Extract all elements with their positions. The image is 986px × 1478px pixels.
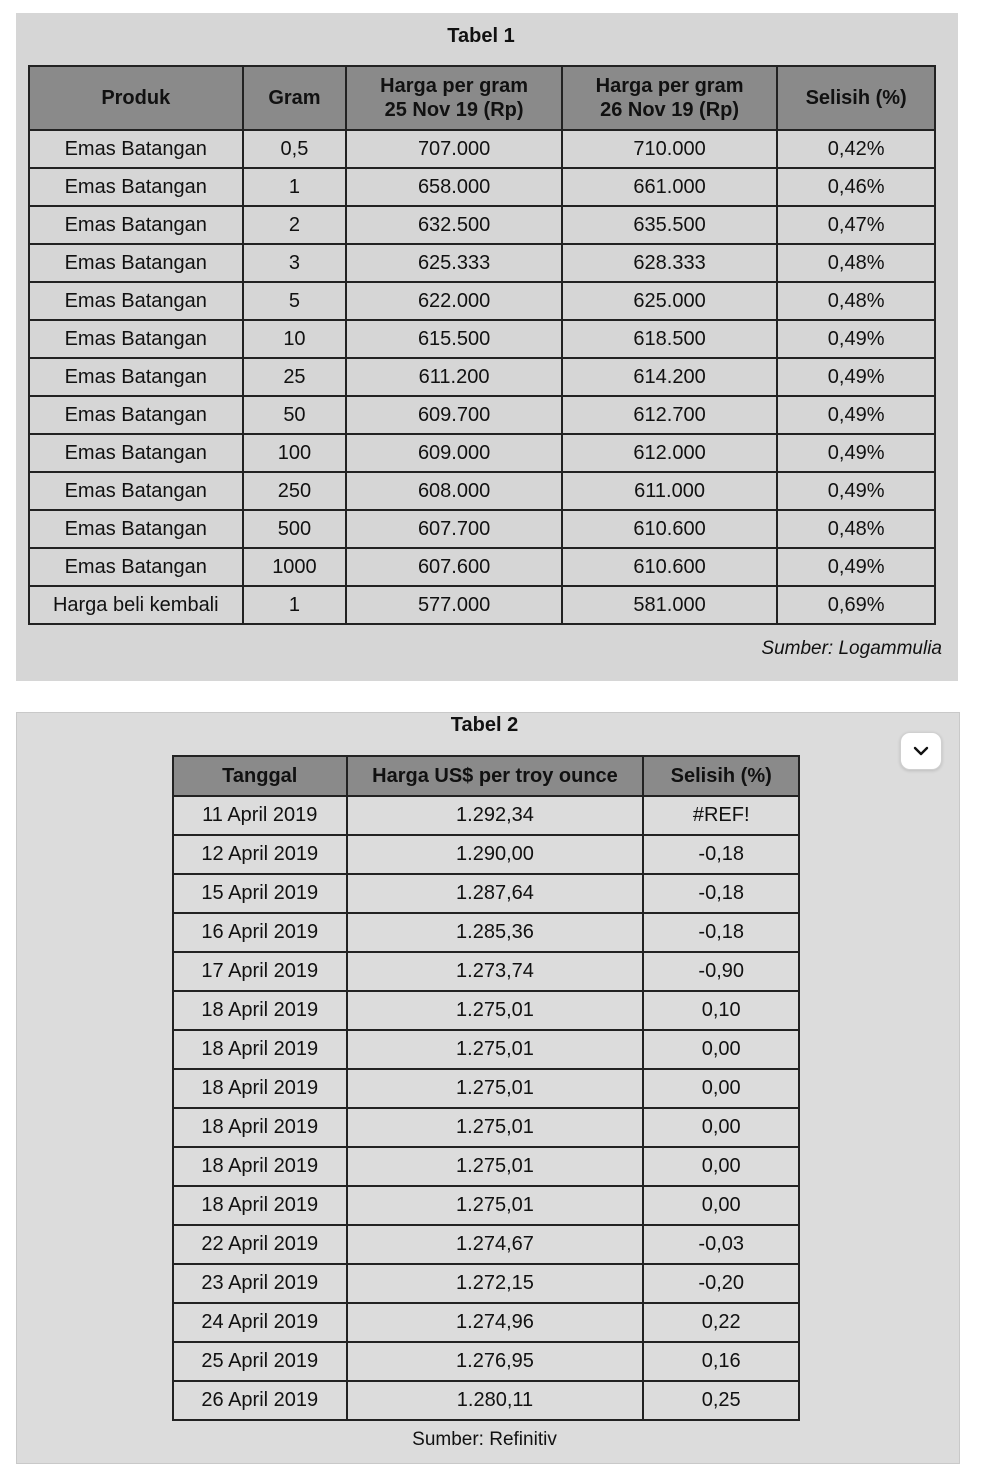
table1-header-line: Selisih (%) bbox=[805, 87, 907, 109]
table2-cell: 0,16 bbox=[643, 1342, 799, 1381]
table2-cell: 0,00 bbox=[643, 1030, 799, 1069]
table-row bbox=[29, 244, 935, 282]
table-row bbox=[173, 991, 799, 1030]
table1-header-line: 25 Nov 19 (Rp) bbox=[384, 99, 524, 121]
table1-cell: Emas Batangan bbox=[29, 320, 243, 358]
table2-panel bbox=[16, 712, 960, 1464]
table1-cell: Emas Batangan bbox=[29, 358, 243, 396]
table1-header-line: Produk bbox=[101, 87, 171, 109]
table1-cell: Emas Batangan bbox=[29, 396, 243, 434]
table2-source: Sumber: Refinitiv bbox=[412, 1429, 557, 1450]
table2-cell: 1.273,74 bbox=[347, 952, 644, 991]
table1-cell: 625.000 bbox=[562, 282, 777, 320]
table2-cell: 1.287,64 bbox=[347, 874, 644, 913]
table1-panel bbox=[16, 13, 958, 681]
table1-cell: 608.000 bbox=[346, 472, 561, 510]
table1-cell: 2 bbox=[243, 206, 347, 244]
table1-header-2 bbox=[346, 66, 561, 130]
table2-cell: 24 April 2019 bbox=[173, 1303, 347, 1342]
table1-cell: 628.333 bbox=[562, 244, 777, 282]
table2-cell: -0,18 bbox=[643, 913, 799, 952]
table2-cell: 1.290,00 bbox=[347, 835, 644, 874]
table1-source: Sumber: Logammulia bbox=[761, 638, 942, 659]
table1-cell: Emas Batangan bbox=[29, 282, 243, 320]
table-row bbox=[29, 472, 935, 510]
table2-cell: 15 April 2019 bbox=[173, 874, 347, 913]
table1-cell: 661.000 bbox=[562, 168, 777, 206]
table1-cell: 50 bbox=[243, 396, 347, 434]
table2-cell: -0,18 bbox=[643, 874, 799, 913]
table2-cell: 18 April 2019 bbox=[173, 1108, 347, 1147]
table2-cell: 0,00 bbox=[643, 1186, 799, 1225]
table1-cell: 3 bbox=[243, 244, 347, 282]
table2-cell: 0,22 bbox=[643, 1303, 799, 1342]
table2-cell: -0,03 bbox=[643, 1225, 799, 1264]
table2-cell: 22 April 2019 bbox=[173, 1225, 347, 1264]
table1-cell: 581.000 bbox=[562, 586, 777, 624]
table1-header-0 bbox=[29, 66, 243, 130]
table-row bbox=[29, 130, 935, 168]
table2-header-row bbox=[173, 756, 799, 796]
table2-cell: 1.275,01 bbox=[347, 1186, 644, 1225]
table2-cell: 0,00 bbox=[643, 1147, 799, 1186]
table1-cell: 612.700 bbox=[562, 396, 777, 434]
table2-cell: 1.274,67 bbox=[347, 1225, 644, 1264]
table1-cell: 0,47% bbox=[777, 206, 935, 244]
table1-cell: 0,48% bbox=[777, 244, 935, 282]
table1-cell: 614.200 bbox=[562, 358, 777, 396]
table1-cell: 632.500 bbox=[346, 206, 561, 244]
table2-cell: 1.276,95 bbox=[347, 1342, 644, 1381]
table1-cell: 609.700 bbox=[346, 396, 561, 434]
table1-header-line: 26 Nov 19 (Rp) bbox=[600, 99, 740, 121]
table1-cell: Harga beli kembali bbox=[29, 586, 243, 624]
table2-cell: 18 April 2019 bbox=[173, 1186, 347, 1225]
table-row bbox=[29, 282, 935, 320]
table-row bbox=[29, 358, 935, 396]
table2-cell: 18 April 2019 bbox=[173, 991, 347, 1030]
table2-cell: 0,00 bbox=[643, 1069, 799, 1108]
table-row bbox=[173, 1303, 799, 1342]
table-row bbox=[29, 168, 935, 206]
table1-cell: 610.600 bbox=[562, 548, 777, 586]
table1-cell: Emas Batangan bbox=[29, 130, 243, 168]
table1 bbox=[28, 65, 936, 625]
table1-cell: 707.000 bbox=[346, 130, 561, 168]
table1-cell: Emas Batangan bbox=[29, 472, 243, 510]
table1-cell: 0,48% bbox=[777, 510, 935, 548]
table-row bbox=[173, 1069, 799, 1108]
table1-cell: 0,49% bbox=[777, 472, 935, 510]
table2-cell: 0,25 bbox=[643, 1381, 799, 1420]
table2-cell: -0,18 bbox=[643, 835, 799, 874]
table2-cell: 1.285,36 bbox=[347, 913, 644, 952]
table1-cell: Emas Batangan bbox=[29, 434, 243, 472]
table1-header-row bbox=[29, 66, 935, 130]
table1-header-4 bbox=[777, 66, 935, 130]
table2-cell: 1.272,15 bbox=[347, 1264, 644, 1303]
table2-header-2: Selisih (%) bbox=[643, 756, 799, 796]
table-row bbox=[29, 206, 935, 244]
table-row bbox=[173, 1381, 799, 1420]
table1-cell: 607.600 bbox=[346, 548, 561, 586]
table2-cell: 25 April 2019 bbox=[173, 1342, 347, 1381]
table-row bbox=[29, 548, 935, 586]
table-row bbox=[173, 1264, 799, 1303]
table-row bbox=[173, 874, 799, 913]
table1-header-3 bbox=[562, 66, 777, 130]
table-row bbox=[173, 913, 799, 952]
table1-cell: 0,49% bbox=[777, 358, 935, 396]
chevron-down-icon bbox=[913, 745, 929, 757]
table1-cell: 615.500 bbox=[346, 320, 561, 358]
table2-cell: 1.275,01 bbox=[347, 1069, 644, 1108]
table1-cell: 611.000 bbox=[562, 472, 777, 510]
table-row bbox=[173, 796, 799, 835]
table-row bbox=[29, 434, 935, 472]
table1-cell: 0,49% bbox=[777, 320, 935, 358]
table-row bbox=[29, 396, 935, 434]
table1-header-1 bbox=[243, 66, 347, 130]
table2-cell: #REF! bbox=[643, 796, 799, 835]
table1-header-line: Gram bbox=[268, 87, 321, 109]
table1-cell: Emas Batangan bbox=[29, 206, 243, 244]
table1-cell: 622.000 bbox=[346, 282, 561, 320]
collapse-button[interactable] bbox=[900, 732, 942, 770]
table1-cell: 658.000 bbox=[346, 168, 561, 206]
table1-cell: 0,46% bbox=[777, 168, 935, 206]
table1-cell: 618.500 bbox=[562, 320, 777, 358]
table2-cell: 0,00 bbox=[643, 1108, 799, 1147]
table1-cell: 577.000 bbox=[346, 586, 561, 624]
table2-header-1: Harga US$ per troy ounce bbox=[347, 756, 644, 796]
table1-cell: 0,49% bbox=[777, 434, 935, 472]
table1-cell: Emas Batangan bbox=[29, 548, 243, 586]
table2-cell: 1.274,96 bbox=[347, 1303, 644, 1342]
table-row bbox=[173, 1225, 799, 1264]
table-row bbox=[173, 1147, 799, 1186]
table2-cell: 1.275,01 bbox=[347, 1147, 644, 1186]
table2-cell: 1.292,34 bbox=[347, 796, 644, 835]
table2-cell: 1.275,01 bbox=[347, 1108, 644, 1147]
table2-cell: -0,20 bbox=[643, 1264, 799, 1303]
table-row bbox=[29, 586, 935, 624]
table1-cell: 1000 bbox=[243, 548, 347, 586]
table1-cell: 0,69% bbox=[777, 586, 935, 624]
table1-cell: 25 bbox=[243, 358, 347, 396]
table2-cell: 26 April 2019 bbox=[173, 1381, 347, 1420]
table2-cell: 0,10 bbox=[643, 991, 799, 1030]
table2-cell: 11 April 2019 bbox=[173, 796, 347, 835]
table1-cell: 1 bbox=[243, 586, 347, 624]
table1-cell: 710.000 bbox=[562, 130, 777, 168]
table2-cell: 18 April 2019 bbox=[173, 1069, 347, 1108]
table1-cell: 635.500 bbox=[562, 206, 777, 244]
table1-cell: 610.600 bbox=[562, 510, 777, 548]
table2-cell: 16 April 2019 bbox=[173, 913, 347, 952]
table-row bbox=[173, 952, 799, 991]
table1-cell: 0,5 bbox=[243, 130, 347, 168]
table1-cell: 0,49% bbox=[777, 396, 935, 434]
table1-cell: Emas Batangan bbox=[29, 244, 243, 282]
table2-cell: 1.275,01 bbox=[347, 991, 644, 1030]
table1-cell: 0,49% bbox=[777, 548, 935, 586]
table1-cell: 612.000 bbox=[562, 434, 777, 472]
table1-cell: 5 bbox=[243, 282, 347, 320]
table-row bbox=[173, 1342, 799, 1381]
table2-cell: 1.280,11 bbox=[347, 1381, 644, 1420]
table2-cell: 18 April 2019 bbox=[173, 1030, 347, 1069]
table1-header-line: Harga per gram bbox=[595, 75, 744, 97]
table1-cell: 607.700 bbox=[346, 510, 561, 548]
table2-cell: 1.275,01 bbox=[347, 1030, 644, 1069]
table1-cell: 625.333 bbox=[346, 244, 561, 282]
table1-cell: 100 bbox=[243, 434, 347, 472]
table-row bbox=[173, 1108, 799, 1147]
table2-header-0: Tanggal bbox=[173, 756, 347, 796]
table2-cell: -0,90 bbox=[643, 952, 799, 991]
table2 bbox=[172, 755, 800, 1421]
table1-cell: Emas Batangan bbox=[29, 510, 243, 548]
table2-cell: 18 April 2019 bbox=[173, 1147, 347, 1186]
table-row bbox=[173, 1030, 799, 1069]
table1-cell: 10 bbox=[243, 320, 347, 358]
table-row bbox=[29, 320, 935, 358]
table1-cell: 500 bbox=[243, 510, 347, 548]
table1-cell: Emas Batangan bbox=[29, 168, 243, 206]
table1-cell: 609.000 bbox=[346, 434, 561, 472]
table-row bbox=[173, 835, 799, 874]
table2-title: Tabel 2 bbox=[450, 714, 519, 736]
table1-cell: 1 bbox=[243, 168, 347, 206]
table1-cell: 0,48% bbox=[777, 282, 935, 320]
table1-cell: 611.200 bbox=[346, 358, 561, 396]
table-row bbox=[29, 510, 935, 548]
table2-cell: 17 April 2019 bbox=[173, 952, 347, 991]
table-row bbox=[173, 1186, 799, 1225]
table1-cell: 250 bbox=[243, 472, 347, 510]
table2-cell: 12 April 2019 bbox=[173, 835, 347, 874]
table1-cell: 0,42% bbox=[777, 130, 935, 168]
table2-cell: 23 April 2019 bbox=[173, 1264, 347, 1303]
table1-title: Tabel 1 bbox=[447, 25, 515, 47]
table1-header-line: Harga per gram bbox=[380, 75, 528, 97]
